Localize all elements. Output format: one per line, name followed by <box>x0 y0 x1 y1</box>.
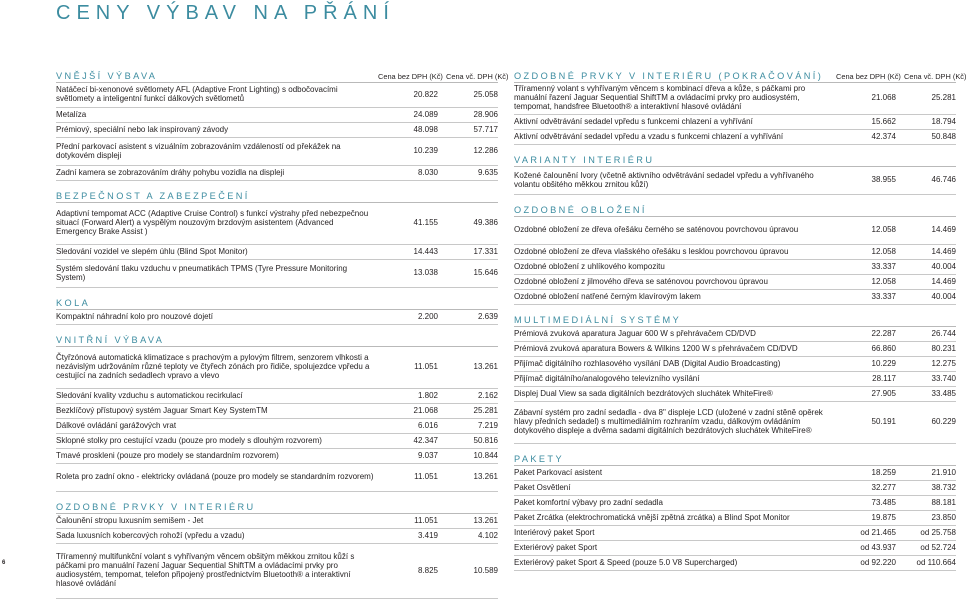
item-name: Tříramenný multifunkční volant s vyhřívaným věncem obšitým měkkou zrnitou kůží s páčkami pro manuální řazení Jaguar Sequential ShiftTM a ovládacími prvky pro audiosystém, tempomat, telefon připojený prostřednictvím Bluetooth® a interaktivní hlasové ovládání <box>56 552 355 588</box>
section-header-varianty-interieru <box>514 152 956 167</box>
price-with-vat: 57.717 <box>473 124 498 134</box>
item-name: Prémiová zvuková aparatura Jaguar 600 W s přehrávačem CD/DVD <box>514 328 756 338</box>
price-with-vat: 9.635 <box>477 167 498 177</box>
item-name: Paket Osvětlení <box>514 482 571 492</box>
price-with-vat: 17.331 <box>473 246 498 256</box>
section-header-kola <box>56 295 498 310</box>
price-row <box>514 130 956 145</box>
price-without-vat: 41.155 <box>413 218 438 228</box>
price-row <box>514 275 956 290</box>
item-name: Ozdobné obložení ze dřeva ořešáku černého se saténovou povrchovou úpravou <box>514 225 799 235</box>
price-row <box>514 290 956 305</box>
section-title: OZDOBNÉ PRVKY V INTERIÉRU (POKRAČOVÁNÍ) <box>514 71 824 81</box>
price-row <box>56 514 498 529</box>
price-with-vat: 50.816 <box>473 435 498 445</box>
item-name: Ozdobné obložení z jilmového dřeva se saténovou povrchovou úpravou <box>514 276 768 286</box>
item-name: Sklopné stolky pro cestující vzadu (pouze pro modely s dlouhým rozvorem) <box>56 435 322 445</box>
price-with-vat: 2.639 <box>477 311 498 321</box>
price-row <box>56 245 498 260</box>
price-without-vat: 15.662 <box>871 116 896 126</box>
price-without-vat: 8.030 <box>417 167 438 177</box>
price-with-vat: 7.219 <box>477 420 498 430</box>
price-with-vat: 40.004 <box>931 291 956 301</box>
item-name: Zábavní systém pro zadní sedadla - dva 8" displeje LCD (uložené v zadní stěně opěrek hlavy předních sedadel) s multimediálním rozhraním vzadu, dálkovým ovládáním dotykového displeje a dvěma sadami digitálních bezdrátových sluchátek WhiteFire® <box>514 408 823 435</box>
section-title: MULTIMEDIÁLNÍ SYSTÉMY <box>514 315 682 325</box>
price-without-vat: 28.117 <box>872 373 896 383</box>
item-name: Metalíza <box>56 109 87 119</box>
price-with-vat: 10.589 <box>473 565 498 575</box>
price-row <box>514 481 956 496</box>
price-with-vat: 14.469 <box>931 276 956 286</box>
column-header-with-vat: Cena vč. DPH (Kč) <box>904 72 966 81</box>
column-header-without-vat: Cena bez DPH (Kč) <box>378 72 443 81</box>
price-row <box>514 402 956 444</box>
section-header-ozdobne-prvky-v-interieru-pokracovani <box>514 68 966 83</box>
price-with-vat: 18.794 <box>931 116 956 126</box>
price-row <box>56 544 498 599</box>
price-row <box>56 434 498 449</box>
price-row <box>514 342 956 357</box>
price-without-vat: 50.191 <box>871 417 896 427</box>
price-without-vat: 2.200 <box>417 311 438 321</box>
item-name: Adaptivní tempomat ACC (Adaptive Cruise Control) s funkcí výstrahy před nebezpečnou situací (Forward Alert) a vyspělým nouzovým brzdovým asistentem (Advanced Emergency Brake Assist ) <box>56 209 369 236</box>
price-row <box>56 166 498 181</box>
price-row <box>514 526 956 541</box>
price-row <box>514 327 956 342</box>
price-with-vat: 23.850 <box>931 512 956 522</box>
price-without-vat: od 92.220 <box>860 557 896 567</box>
price-row <box>514 217 956 245</box>
section-title: OZDOBNÉ OBLOŽENÍ <box>514 205 647 215</box>
price-without-vat: 14.443 <box>413 246 438 256</box>
column-header-with-vat: Cena vč. DPH (Kč) <box>446 72 509 81</box>
price-without-vat: 11.051 <box>414 472 438 482</box>
price-with-vat: 14.469 <box>931 225 956 235</box>
price-with-vat: 60.229 <box>931 417 956 427</box>
section-title: VARIANTY INTERIÉRU <box>514 155 655 165</box>
price-row <box>514 167 956 195</box>
price-without-vat: 9.037 <box>417 450 438 460</box>
price-without-vat: 73.485 <box>871 497 896 507</box>
item-name: Ozdobné obložení ze dřeva vlašského ořešáku s lesklou povrchovou úpravou <box>514 246 789 256</box>
price-without-vat: 19.875 <box>871 512 896 522</box>
price-without-vat: 32.277 <box>871 482 896 492</box>
price-with-vat: 49.386 <box>473 218 498 228</box>
price-without-vat: od 21.465 <box>860 527 896 537</box>
section-header-bezpecnost-a-zabezpeceni <box>56 188 498 203</box>
item-name: Zadní kamera se zobrazováním dráhy pohybu vozidla na displeji <box>56 167 285 177</box>
page-title: CENY VÝBAV NA PŘÁNÍ <box>56 2 395 24</box>
item-name: Kompaktní náhradní kolo pro nouzové dojetí <box>56 311 213 321</box>
column-header-without-vat: Cena bez DPH (Kč) <box>836 72 901 81</box>
price-row <box>56 310 498 325</box>
item-name: Tmavé proskleni (pouze pro modely se standardním rozvorem) <box>56 450 279 460</box>
price-with-vat: 12.286 <box>473 146 498 156</box>
price-without-vat: od 43.937 <box>860 542 896 552</box>
item-name: Sledování vozidel ve slepém úhlu (Blind Spot Monitor) <box>56 246 248 256</box>
section-header-ozdobne-oblozeni <box>514 202 956 217</box>
item-name: Tříramenný volant s vyhřívaným věncem s kombinací dřeva a kůže, s páčkami pro manuální řazení Jaguar Sequential ShiftTM a ovládacími prvky pro audiosystém, tempomat, handsfree Bluetooth® a interaktivní hlasové ovládání <box>514 84 806 111</box>
price-without-vat: 48.098 <box>413 124 438 134</box>
item-name: Čtyřzónová automatická klimatizace s prachovým a pylovým filtrem, senzorem vlhkosti a nezávislým udržováním různé teploty ve čtyřech zónách pro řidiče, spolujezdce vpředu a cestující na zadních sedadlech vpravo a vlevo <box>56 353 370 380</box>
item-name: Sada luxusních kobercových rohoží (vpředu a vzadu) <box>56 530 245 540</box>
item-name: Ozdobné obložení natřené černým klavírovým lakem <box>514 291 701 301</box>
item-name: Aktivní odvětrávání sedadel vpředu s funkcemi chlazení a vyhřívání <box>514 116 753 126</box>
price-with-vat: 13.261 <box>473 472 498 482</box>
section-header-ozdobne-prvky-v-interieru <box>56 499 498 514</box>
item-name: Paket Parkovací asistent <box>514 467 603 477</box>
section-title: PAKETY <box>514 454 564 464</box>
price-without-vat: 21.068 <box>413 405 438 415</box>
price-with-vat: 33.485 <box>931 388 956 398</box>
price-row <box>514 260 956 275</box>
price-with-vat: 88.181 <box>931 497 956 507</box>
price-with-vat: 28.906 <box>473 109 498 119</box>
price-row <box>514 115 956 130</box>
section-header-multimedialni-systemy <box>514 312 956 327</box>
price-without-vat: 1.802 <box>417 390 438 400</box>
price-row <box>514 511 956 526</box>
item-name: Systém sledování tlaku vzduchu v pneumatikách TPMS (Tyre Pressure Monitoring System) <box>56 263 348 282</box>
section-title: OZDOBNÉ PRVKY V INTERIÉRU <box>56 502 256 512</box>
price-without-vat: 3.419 <box>417 530 438 540</box>
price-row <box>56 464 498 492</box>
price-without-vat: 66.860 <box>871 343 896 353</box>
price-row <box>56 404 498 419</box>
price-with-vat: 33.740 <box>931 373 956 383</box>
price-row <box>56 108 498 123</box>
price-without-vat: 27.905 <box>871 388 896 398</box>
page-number: 6 <box>2 560 6 566</box>
price-row <box>514 496 956 511</box>
price-row <box>56 203 498 245</box>
price-row <box>514 357 956 372</box>
item-name: Přijímač digitálního rozhlasového vysílání DAB (Digital Audio Broadcasting) <box>514 358 781 368</box>
item-name: Dálkové ovládání garážových vrat <box>56 420 177 430</box>
price-row <box>56 419 498 434</box>
price-row <box>56 449 498 464</box>
price-with-vat: 40.004 <box>931 261 956 271</box>
price-without-vat: 10.229 <box>871 358 896 368</box>
item-name: Kožené čalounění Ivory (včetně aktivního odvětrávání sedadel vpředu a vyhřívaného volantu obšitého měkkou zrnitou kůží) <box>514 170 814 189</box>
price-without-vat: 12.058 <box>871 225 896 235</box>
price-with-vat: od 110.664 <box>916 557 956 567</box>
section-title: VNITŘNÍ VÝBAVA <box>56 335 165 345</box>
price-without-vat: 10.239 <box>413 146 438 156</box>
item-name: Přijímač digitálního/analogového televizního vysílání <box>514 373 700 383</box>
item-name: Roleta pro zadní okno - elektricky ovládaná (pouze pro modely se standardním rozvorem) <box>56 472 374 482</box>
left-column <box>56 68 509 599</box>
price-row <box>514 245 956 260</box>
price-without-vat: 42.374 <box>871 131 896 141</box>
item-name: Interiérový paket Sport <box>514 527 595 537</box>
price-with-vat: 25.281 <box>473 405 498 415</box>
price-without-vat: 42.347 <box>413 435 438 445</box>
price-row <box>514 556 956 571</box>
item-name: Prémiová zvuková aparatura Bowers & Wilkins 1200 W s přehrávačem CD/DVD <box>514 343 798 353</box>
price-with-vat: 10.844 <box>473 450 498 460</box>
item-name: Bezklíčový přístupový systém Jaguar Smart Key SystemTM <box>56 405 268 415</box>
price-without-vat: 22.287 <box>871 328 896 338</box>
item-name: Exteriérový paket Sport <box>514 542 598 552</box>
price-without-vat: 12.058 <box>871 246 896 256</box>
price-with-vat: 2.162 <box>477 390 498 400</box>
price-without-vat: 21.068 <box>871 93 896 103</box>
section-header-vnitrni-vybava <box>56 332 498 347</box>
price-row <box>56 529 498 544</box>
right-column <box>514 68 966 571</box>
item-name: Aktivní odvětrávání sedadel vpředu a vzadu s funkcemi chlazení a vyhřívání <box>514 131 784 141</box>
price-with-vat: 13.261 <box>473 362 498 372</box>
section-title: BEZPEČNOST A ZABEZPEČENÍ <box>56 191 250 201</box>
price-with-vat: od 52.724 <box>920 542 956 552</box>
price-with-vat: 50.848 <box>931 131 956 141</box>
price-with-vat: 21.910 <box>931 467 956 477</box>
item-name: Sledování kvality vzduchu s automatickou recirkulací <box>56 390 243 400</box>
section-title: KOLA <box>56 298 91 308</box>
price-with-vat: 80.231 <box>931 343 956 353</box>
price-with-vat: 12.275 <box>931 358 956 368</box>
item-name: Přední parkovací asistent s vizuálním zobrazováním vzdáleností od překážek na dotykovém displeji <box>56 141 341 160</box>
price-without-vat: 33.337 <box>871 291 896 301</box>
item-name: Natáčecí bi-xenonové světlomety AFL (Adaptive Front Lighting) s odbočovacími světlomety a inteligentní funkcí dálkových světlometů <box>56 85 338 103</box>
price-row <box>56 347 498 389</box>
price-without-vat: 8.825 <box>417 565 438 575</box>
price-without-vat: 24.089 <box>413 109 438 119</box>
price-without-vat: 12.058 <box>871 276 896 286</box>
price-with-vat: 14.469 <box>931 246 956 256</box>
price-row <box>514 541 956 556</box>
price-with-vat: 15.646 <box>473 268 498 278</box>
price-with-vat: 4.102 <box>477 530 498 540</box>
price-with-vat: 38.732 <box>931 482 956 492</box>
item-name: Paket Zrcátka (elektrochromatická vnější zpětná zrcátka) a Blind Spot Monitor <box>514 512 790 522</box>
price-with-vat: 25.281 <box>931 93 956 103</box>
price-without-vat: 11.051 <box>414 362 438 372</box>
price-row <box>514 466 956 481</box>
price-row <box>514 83 956 115</box>
item-name: Exteriérový paket Sport & Speed (pouze 5.0 V8 Supercharged) <box>514 557 738 567</box>
price-with-vat: 13.261 <box>473 515 498 525</box>
price-with-vat: 26.744 <box>931 328 956 338</box>
section-header-pakety <box>514 451 956 466</box>
price-with-vat: 25.058 <box>473 89 498 99</box>
price-row <box>56 389 498 404</box>
price-with-vat: 46.746 <box>931 175 956 185</box>
price-row <box>56 123 498 138</box>
price-without-vat: 18.259 <box>871 467 896 477</box>
price-row <box>56 138 498 166</box>
price-row <box>56 83 498 108</box>
price-row <box>56 260 498 288</box>
price-with-vat: od 25.758 <box>920 527 956 537</box>
section-header-vnejsi-vybava <box>56 68 509 83</box>
section-title: VNĚJŠÍ VÝBAVA <box>56 71 158 81</box>
item-name: Prémiový, speciální nebo lak inspirovaný závody <box>56 124 229 134</box>
price-row <box>514 387 956 402</box>
item-name: Paket komfortní výbavy pro zadní sedadla <box>514 497 663 507</box>
item-name: Ozdobné obložení z uhlíkového kompozitu <box>514 261 665 271</box>
price-without-vat: 33.337 <box>871 261 896 271</box>
price-without-vat: 38.955 <box>871 175 896 185</box>
item-name: Displej Dual View sa sada digitálních bezdrátových sluchátek WhiteFire® <box>514 388 773 398</box>
price-without-vat: 6.016 <box>417 420 438 430</box>
price-without-vat: 13.038 <box>413 268 438 278</box>
price-without-vat: 11.051 <box>414 515 438 525</box>
price-without-vat: 20.822 <box>413 89 438 99</box>
price-row <box>514 372 956 387</box>
item-name: Čalounění stropu luxusním semišem - Jet <box>56 515 204 525</box>
